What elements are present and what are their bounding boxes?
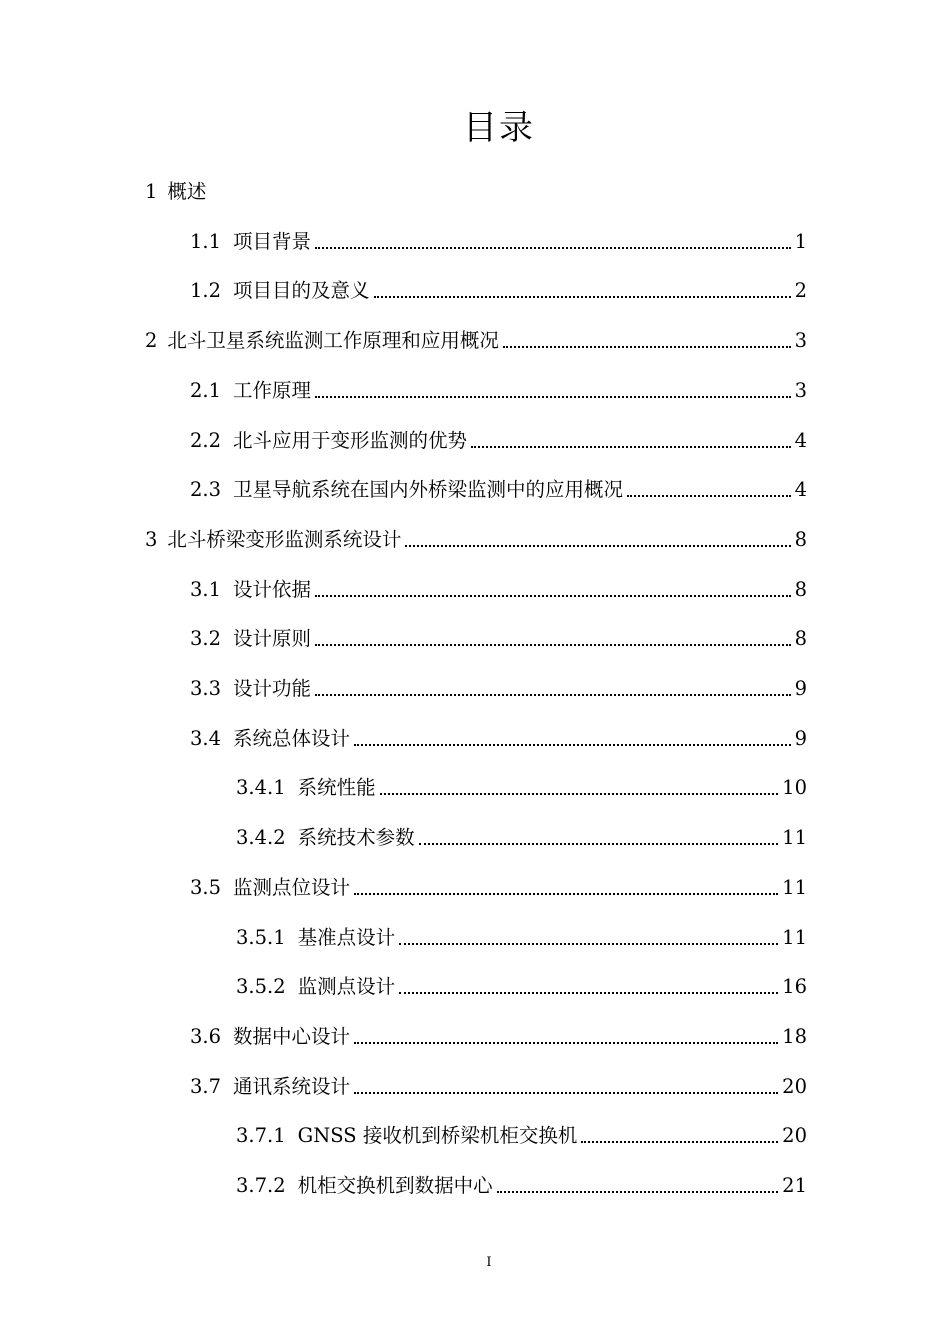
page-number: I — [486, 1255, 492, 1270]
toc-leader-dots — [497, 1191, 779, 1193]
toc-entry-page: 4 — [794, 478, 807, 502]
toc-entry-page: 11 — [782, 826, 807, 850]
toc-entry-number: 3 — [145, 527, 158, 551]
toc-entry-title: 数据中心设计 — [233, 1024, 351, 1048]
toc-entry-page: 1 — [794, 229, 807, 253]
toc-leader-dots — [354, 1092, 778, 1094]
toc-entry-number: 3.5.2 — [236, 975, 286, 999]
toc-leader-dots — [354, 744, 791, 746]
toc-entry-title: 卫星导航系统在国内外桥梁监测中的应用概况 — [233, 478, 624, 502]
toc-entry-page: 8 — [794, 577, 807, 601]
toc-leader-dots — [419, 843, 779, 845]
toc-entry[interactable] — [190, 1013, 807, 1049]
toc-leader-dots — [581, 1141, 778, 1143]
toc-entry-title: 基准点设计 — [297, 925, 396, 949]
toc-leader-dots — [315, 694, 791, 696]
toc-entry-number: 1.1 — [190, 229, 222, 253]
toc-entry-page: 8 — [794, 627, 807, 651]
toc-entry-number: 3.2 — [190, 627, 222, 651]
toc-entry-title: 设计功能 — [233, 677, 312, 700]
toc-entry-title: 北斗应用于变形监测的优势 — [233, 428, 468, 452]
toc-entry-title: 概述 — [167, 180, 207, 203]
toc-entry-number: 3.3 — [190, 677, 222, 700]
toc-leader-dots — [354, 893, 778, 895]
toc-entry-number: 2.3 — [190, 478, 222, 502]
toc-entry-page: 8 — [794, 527, 807, 551]
toc-entry-number: 3.7.2 — [236, 1174, 286, 1197]
toc-entry-number: 3.7 — [190, 1074, 222, 1098]
toc-entry[interactable] — [190, 665, 807, 701]
toc-entry-number: 3.1 — [190, 577, 222, 601]
toc-entry-number: 3.4 — [190, 726, 222, 750]
toc-entry-title: 机柜交换机到数据中心 — [297, 1174, 493, 1197]
toc-title: 目录 — [463, 108, 535, 148]
toc-entry-page: 3 — [794, 329, 807, 353]
toc-entry[interactable] — [190, 466, 807, 502]
toc-leader-dots — [315, 396, 791, 398]
toc-leader-dots — [380, 793, 779, 795]
toc-entry-number: 2.2 — [190, 428, 222, 452]
toc-entry[interactable] — [236, 1112, 807, 1148]
toc-entry-title: 设计依据 — [233, 577, 312, 601]
toc-entry-number: 3.6 — [190, 1024, 222, 1048]
toc-entry-page: 9 — [794, 677, 807, 700]
toc-leader-dots — [503, 346, 791, 348]
toc-entry-title: 系统总体设计 — [233, 726, 351, 750]
toc-entry[interactable] — [145, 317, 807, 353]
toc-entry-number: 3.5.1 — [236, 925, 286, 949]
toc-entry-number: 1.2 — [190, 279, 222, 303]
toc-entry-page: 18 — [782, 1024, 807, 1048]
toc-leader-dots — [471, 446, 791, 448]
toc-leader-dots — [405, 545, 790, 547]
toc-entry[interactable] — [190, 615, 807, 651]
toc-entry-title: 监测点位设计 — [233, 875, 351, 899]
toc-leader-dots — [374, 296, 791, 298]
toc-entry-page: 3 — [794, 378, 807, 402]
toc-entry[interactable] — [236, 963, 807, 999]
toc-entry-page: 4 — [794, 428, 807, 452]
toc-entry-number: 3.4.2 — [236, 826, 286, 850]
toc-entry-page: 16 — [782, 975, 807, 999]
toc-entry[interactable] — [190, 566, 807, 602]
toc-entry-number: 2 — [145, 329, 158, 353]
toc-entry[interactable] — [236, 1162, 807, 1198]
toc-entry[interactable] — [190, 218, 807, 254]
toc-entry-title: 工作原理 — [233, 378, 312, 402]
toc-entry-page: 20 — [782, 1124, 807, 1148]
toc-entry-page: 9 — [794, 726, 807, 750]
toc-entry[interactable] — [190, 864, 807, 900]
toc-entry-title: 系统性能 — [297, 776, 376, 800]
toc-entry[interactable] — [236, 814, 807, 850]
toc-entry[interactable] — [190, 715, 807, 751]
toc-entry-page: 20 — [782, 1074, 807, 1098]
toc-entry-title: GNSS 接收机到桥梁机柜交换机 — [297, 1124, 578, 1148]
toc-entry[interactable] — [190, 417, 807, 453]
toc-entry-page: 21 — [782, 1174, 807, 1197]
toc-entry-page: 11 — [782, 925, 807, 949]
toc-entry-page: 10 — [782, 776, 807, 800]
toc-entry[interactable] — [236, 914, 807, 950]
toc-leader-dots — [315, 247, 791, 249]
toc-entry[interactable] — [145, 516, 807, 552]
toc-leader-dots — [627, 495, 791, 497]
toc-entry-page: 2 — [794, 279, 807, 303]
toc-entry-title: 监测点设计 — [297, 975, 396, 999]
toc-entry-title: 北斗卫星系统监测工作原理和应用概况 — [167, 329, 499, 353]
toc-entry-title: 项目背景 — [233, 229, 312, 253]
toc-entry-title: 系统技术参数 — [297, 826, 415, 850]
toc-leader-dots — [399, 943, 778, 945]
toc-entry-number: 1 — [145, 180, 158, 203]
toc-entry-number: 2.1 — [190, 378, 222, 402]
toc-entry-title: 北斗桥梁变形监测系统设计 — [167, 527, 402, 551]
toc-entry-number: 3.7.1 — [236, 1124, 286, 1148]
toc-entry[interactable] — [190, 367, 807, 403]
toc-leader-dots — [315, 595, 791, 597]
toc-entry-page: 11 — [782, 875, 807, 899]
toc-entry-number: 3.5 — [190, 875, 222, 899]
toc-entry[interactable] — [236, 764, 807, 800]
toc-entry-title: 设计原则 — [233, 627, 312, 651]
toc-entry-number: 3.4.1 — [236, 776, 286, 800]
toc-entry[interactable] — [190, 267, 807, 303]
toc-entry-title: 通讯系统设计 — [233, 1074, 351, 1098]
toc-entry-title: 项目目的及意义 — [233, 279, 370, 303]
toc-entry[interactable] — [145, 168, 807, 204]
toc-leader-dots — [399, 992, 778, 994]
toc-entry[interactable] — [190, 1063, 807, 1099]
toc-leader-dots — [354, 1042, 778, 1044]
toc-leader-dots — [315, 644, 791, 646]
